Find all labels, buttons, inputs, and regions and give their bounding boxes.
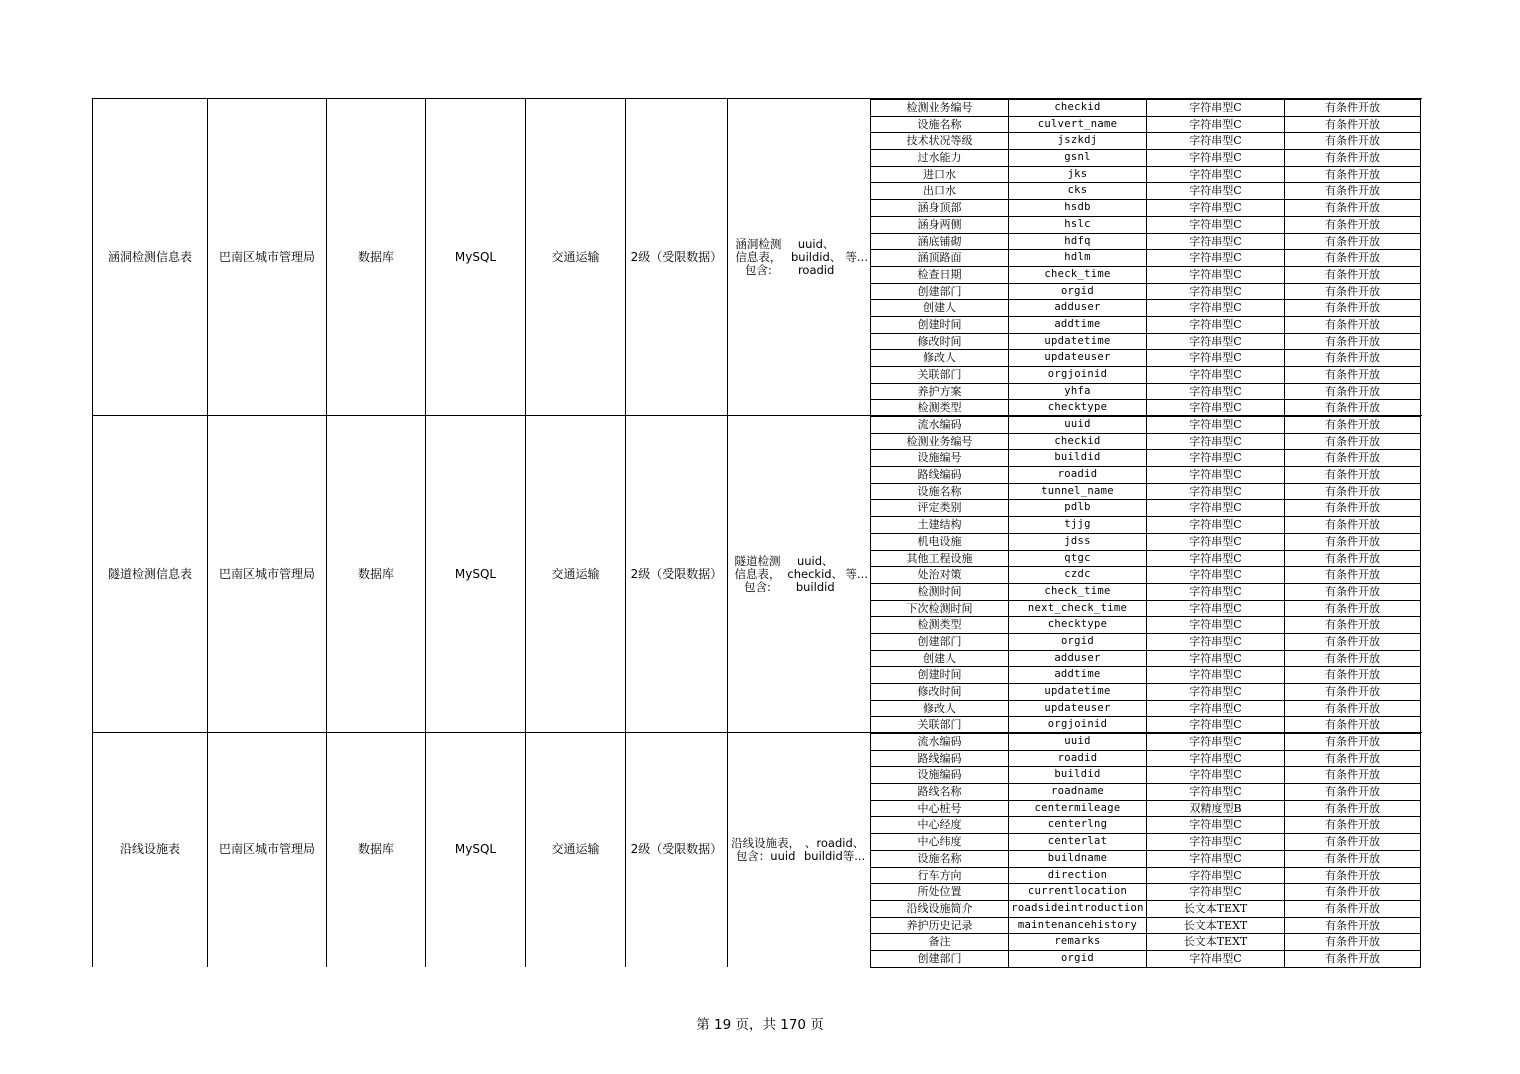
description-line: uuid、buildid、roadid [790,236,842,278]
description-line: 隧道检测信息表，包含: [734,553,781,595]
field-open-type: 有条件开放 [1284,132,1421,149]
field-row [870,233,1421,250]
field-open-type: 有条件开放 [1284,650,1421,667]
field-chinese-name: 技术状况等级 [870,132,1008,149]
field-row [870,933,1421,950]
field-data-type: 字符串型C [1146,733,1284,750]
field-open-type: 有条件开放 [1284,917,1421,934]
field-row [870,600,1421,617]
field-english-name: adduser [1008,650,1146,667]
field-row [870,466,1421,483]
field-english-name: uuid [1008,416,1146,433]
field-english-name: jszkdj [1008,132,1146,149]
field-english-name: czdc [1008,566,1146,583]
description-line: 、roadid、buildid等... [803,835,866,863]
field-open-type: 有条件开放 [1284,383,1421,400]
field-open-type: 有条件开放 [1284,316,1421,333]
field-chinese-name: 养护方案 [870,383,1008,400]
field-english-name: tunnel_name [1008,483,1146,500]
field-data-type: 字符串型C [1146,850,1284,867]
field-english-name: updatetime [1008,683,1146,700]
field-open-type: 有条件开放 [1284,933,1421,950]
field-open-type: 有条件开放 [1284,550,1421,567]
field-row [870,616,1421,633]
field-english-name: orgid [1008,283,1146,300]
field-chinese-name: 流水编码 [870,733,1008,750]
industry-cell: 交通运输 [525,99,625,416]
database-cell: MySQL [425,99,525,416]
field-chinese-name: 创建时间 [870,666,1008,683]
field-data-type: 字符串型C [1146,950,1284,967]
field-chinese-name: 创建人 [870,650,1008,667]
field-data-type: 双精度型B [1146,800,1284,817]
field-row [870,433,1421,450]
field-english-name: check_time [1008,583,1146,600]
field-data-type: 字符串型C [1146,583,1284,600]
field-chinese-name: 修改人 [870,349,1008,366]
field-open-type: 有条件开放 [1284,182,1421,199]
field-open-type: 有条件开放 [1284,499,1421,516]
field-open-type: 有条件开放 [1284,533,1421,550]
description-cell [727,733,870,967]
field-english-name: checktype [1008,399,1146,416]
field-row [870,299,1421,316]
field-english-name: check_time [1008,266,1146,283]
field-english-name: centerlat [1008,833,1146,850]
field-row [870,750,1421,767]
field-data-type: 字符串型C [1146,516,1284,533]
field-open-type: 有条件开放 [1284,216,1421,233]
field-open-type: 有条件开放 [1284,766,1421,783]
field-open-type: 有条件开放 [1284,633,1421,650]
field-open-type: 有条件开放 [1284,816,1421,833]
field-open-type: 有条件开放 [1284,433,1421,450]
field-data-type: 字符串型C [1146,833,1284,850]
field-row [870,199,1421,216]
field-row [870,867,1421,884]
field-english-name: remarks [1008,933,1146,950]
table-name-cell: 沿线设施表 [92,733,207,967]
field-row [870,716,1421,733]
field-data-type: 字符串型C [1146,867,1284,884]
field-open-type: 有条件开放 [1284,99,1421,116]
storage-type-cell: 数据库 [326,733,425,967]
field-data-type: 字符串型C [1146,283,1284,300]
field-row [870,149,1421,166]
field-chinese-name: 涵身两侧 [870,216,1008,233]
field-data-type: 长文本TEXT [1146,917,1284,934]
field-data-type: 字符串型C [1146,566,1284,583]
database-cell: MySQL [425,733,525,967]
field-open-type: 有条件开放 [1284,233,1421,250]
department-cell: 巴南区城市管理局 [207,99,326,416]
field-list [870,733,1421,968]
field-chinese-name: 出口水 [870,182,1008,199]
field-data-type: 字符串型C [1146,333,1284,350]
field-english-name: qtgc [1008,550,1146,567]
field-english-name: updateuser [1008,349,1146,366]
field-data-type: 字符串型C [1146,132,1284,149]
field-chinese-name: 检测业务编号 [870,99,1008,116]
field-data-type: 字符串型C [1146,666,1284,683]
field-chinese-name: 沿线设施简介 [870,900,1008,917]
field-english-name: tjjg [1008,516,1146,533]
field-chinese-name: 关联部门 [870,716,1008,733]
field-open-type: 有条件开放 [1284,116,1421,133]
field-english-name: orgjoinid [1008,716,1146,733]
field-row [870,99,1421,116]
field-chinese-name: 检测类型 [870,616,1008,633]
field-chinese-name: 设施名称 [870,850,1008,867]
field-chinese-name: 创建时间 [870,316,1008,333]
field-data-type: 字符串型C [1146,249,1284,266]
field-row [870,733,1421,750]
field-open-type: 有条件开放 [1284,716,1421,733]
field-open-type: 有条件开放 [1284,700,1421,717]
field-chinese-name: 行车方向 [870,867,1008,884]
field-data-type: 字符串型C [1146,116,1284,133]
field-row [870,516,1421,533]
field-open-type: 有条件开放 [1284,416,1421,433]
field-chinese-name: 路线编码 [870,466,1008,483]
field-open-type: 有条件开放 [1284,266,1421,283]
field-data-type: 字符串型C [1146,533,1284,550]
field-chinese-name: 备注 [870,933,1008,950]
field-list [870,99,1421,416]
field-english-name: next_check_time [1008,600,1146,617]
field-data-type: 字符串型C [1146,633,1284,650]
field-data-type: 字符串型C [1146,750,1284,767]
field-open-type: 有条件开放 [1284,483,1421,500]
field-row [870,650,1421,667]
security-level-cell: 2级（受限数据） [625,99,727,416]
field-english-name: checkid [1008,433,1146,450]
field-data-type: 字符串型C [1146,483,1284,500]
field-english-name: maintenancehistory [1008,917,1146,934]
field-data-type: 长文本TEXT [1146,900,1284,917]
field-data-type: 字符串型C [1146,550,1284,567]
field-english-name: hdfq [1008,233,1146,250]
field-chinese-name: 设施名称 [870,116,1008,133]
field-english-name: updateuser [1008,700,1146,717]
field-data-type: 字符串型C [1146,383,1284,400]
field-chinese-name: 路线名称 [870,783,1008,800]
field-chinese-name: 土建结构 [870,516,1008,533]
field-chinese-name: 修改人 [870,700,1008,717]
field-data-type: 字符串型C [1146,883,1284,900]
security-level-cell: 2级（受限数据） [625,733,727,967]
field-row [870,917,1421,934]
field-row [870,666,1421,683]
field-row [870,132,1421,149]
field-open-type: 有条件开放 [1284,800,1421,817]
field-open-type: 有条件开放 [1284,349,1421,366]
field-open-type: 有条件开放 [1284,833,1421,850]
field-english-name: addtime [1008,316,1146,333]
field-english-name: uuid [1008,733,1146,750]
field-row [870,583,1421,600]
field-open-type: 有条件开放 [1284,516,1421,533]
field-data-type: 字符串型C [1146,700,1284,717]
field-english-name: currentlocation [1008,883,1146,900]
industry-cell: 交通运输 [525,416,625,733]
field-open-type: 有条件开放 [1284,333,1421,350]
field-chinese-name: 检测业务编号 [870,433,1008,450]
field-open-type: 有条件开放 [1284,399,1421,416]
field-chinese-name: 设施名称 [870,483,1008,500]
field-chinese-name: 下次检测时间 [870,600,1008,617]
field-chinese-name: 检测类型 [870,399,1008,416]
field-row [870,249,1421,266]
field-open-type: 有条件开放 [1284,449,1421,466]
field-row [870,283,1421,300]
field-open-type: 有条件开放 [1284,733,1421,750]
field-english-name: gsnl [1008,149,1146,166]
field-data-type: 字符串型C [1146,716,1284,733]
page-footer: 第 19 页，共 170 页 [696,1017,824,1033]
field-chinese-name: 修改时间 [870,333,1008,350]
field-english-name: direction [1008,867,1146,884]
field-data-type: 字符串型C [1146,499,1284,516]
field-chinese-name: 其他工程设施 [870,550,1008,567]
field-data-type: 字符串型C [1146,416,1284,433]
department-cell: 巴南区城市管理局 [207,416,326,733]
storage-type-cell: 数据库 [326,99,425,416]
field-row [870,116,1421,133]
field-open-type: 有条件开放 [1284,750,1421,767]
field-chinese-name: 涵顶路面 [870,249,1008,266]
field-english-name: hsdb [1008,199,1146,216]
field-open-type: 有条件开放 [1284,149,1421,166]
field-row [870,700,1421,717]
field-chinese-name: 创建部门 [870,950,1008,967]
field-row [870,383,1421,400]
field-chinese-name: 涵底铺砌 [870,233,1008,250]
field-english-name: buildid [1008,449,1146,466]
field-data-type: 字符串型C [1146,199,1284,216]
field-chinese-name: 检测时间 [870,583,1008,600]
field-chinese-name: 中心桩号 [870,800,1008,817]
field-row [870,850,1421,867]
field-row [870,333,1421,350]
field-english-name: roadid [1008,466,1146,483]
field-row [870,816,1421,833]
field-row [870,800,1421,817]
table-block [92,98,1422,416]
field-data-type: 字符串型C [1146,683,1284,700]
field-row [870,483,1421,500]
field-row [870,266,1421,283]
field-english-name: yhfa [1008,383,1146,400]
field-data-type: 字符串型C [1146,366,1284,383]
field-data-type: 字符串型C [1146,233,1284,250]
field-english-name: centerlng [1008,816,1146,833]
industry-cell: 交通运输 [525,733,625,967]
field-row [870,216,1421,233]
field-chinese-name: 设施编码 [870,766,1008,783]
field-row [870,683,1421,700]
field-open-type: 有条件开放 [1284,666,1421,683]
field-open-type: 有条件开放 [1284,883,1421,900]
field-row [870,449,1421,466]
field-data-type: 字符串型C [1146,449,1284,466]
security-level-cell: 2级（受限数据） [625,416,727,733]
field-data-type: 字符串型C [1146,299,1284,316]
field-row [870,950,1421,968]
field-open-type: 有条件开放 [1284,299,1421,316]
field-open-type: 有条件开放 [1284,600,1421,617]
field-row [870,566,1421,583]
field-data-type: 字符串型C [1146,166,1284,183]
field-row [870,499,1421,516]
field-open-type: 有条件开放 [1284,366,1421,383]
field-data-type: 字符串型C [1146,182,1284,199]
field-chinese-name: 中心纬度 [870,833,1008,850]
field-row [870,366,1421,383]
field-chinese-name: 创建部门 [870,283,1008,300]
field-english-name: pdlb [1008,499,1146,516]
field-row [870,182,1421,199]
field-open-type: 有条件开放 [1284,950,1421,967]
field-english-name: orgjoinid [1008,366,1146,383]
field-english-name: orgid [1008,950,1146,967]
field-open-type: 有条件开放 [1284,850,1421,867]
field-english-name: hslc [1008,216,1146,233]
field-english-name: jdss [1008,533,1146,550]
field-row [870,550,1421,567]
description-line: 沿线设施表，包含：uuid [731,835,801,863]
field-english-name: buildid [1008,766,1146,783]
database-cell: MySQL [425,416,525,733]
description-cell [727,416,870,733]
field-list [870,416,1421,733]
field-open-type: 有条件开放 [1284,199,1421,216]
field-chinese-name: 中心经度 [870,816,1008,833]
field-english-name: adduser [1008,299,1146,316]
field-english-name: updatetime [1008,333,1146,350]
field-data-type: 字符串型C [1146,349,1284,366]
field-row [870,900,1421,917]
field-english-name: checkid [1008,99,1146,116]
field-open-type: 有条件开放 [1284,583,1421,600]
field-english-name: roadid [1008,750,1146,767]
field-english-name: addtime [1008,666,1146,683]
field-open-type: 有条件开放 [1284,867,1421,884]
field-row [870,633,1421,650]
field-data-type: 字符串型C [1146,783,1284,800]
field-open-type: 有条件开放 [1284,166,1421,183]
field-data-type: 字符串型C [1146,766,1284,783]
field-data-type: 字符串型C [1146,616,1284,633]
field-chinese-name: 养护历史记录 [870,917,1008,934]
field-chinese-name: 进口水 [870,166,1008,183]
field-data-type: 字符串型C [1146,216,1284,233]
field-data-type: 字符串型C [1146,266,1284,283]
field-chinese-name: 处治对策 [870,566,1008,583]
field-open-type: 有条件开放 [1284,783,1421,800]
description-line: 等... [845,567,868,582]
field-open-type: 有条件开放 [1284,683,1421,700]
field-chinese-name: 过水能力 [870,149,1008,166]
department-cell: 巴南区城市管理局 [207,733,326,967]
field-chinese-name: 创建部门 [870,633,1008,650]
field-data-type: 字符串型C [1146,466,1284,483]
field-row [870,833,1421,850]
field-chinese-name: 所处位置 [870,883,1008,900]
field-open-type: 有条件开放 [1284,900,1421,917]
field-open-type: 有条件开放 [1284,466,1421,483]
field-english-name: roadsideintroduction [1008,900,1146,917]
field-data-type: 字符串型C [1146,149,1284,166]
field-chinese-name: 检查日期 [870,266,1008,283]
field-row [870,766,1421,783]
field-row [870,316,1421,333]
field-data-type: 字符串型C [1146,816,1284,833]
field-row [870,533,1421,550]
field-open-type: 有条件开放 [1284,616,1421,633]
table-block [92,415,1422,733]
field-english-name: jks [1008,166,1146,183]
description-cell [727,99,870,416]
table-block [92,732,1422,967]
field-row [870,166,1421,183]
field-english-name: cks [1008,182,1146,199]
field-chinese-name: 机电设施 [870,533,1008,550]
field-english-name: checktype [1008,616,1146,633]
description-line: 涵洞检测信息表，包含: [735,236,782,278]
field-row [870,883,1421,900]
storage-type-cell: 数据库 [326,416,425,733]
field-row [870,349,1421,366]
field-chinese-name: 涵身顶部 [870,199,1008,216]
field-data-type: 字符串型C [1146,433,1284,450]
field-data-type: 字符串型C [1146,650,1284,667]
field-open-type: 有条件开放 [1284,249,1421,266]
field-english-name: roadname [1008,783,1146,800]
field-data-type: 字符串型C [1146,399,1284,416]
field-chinese-name: 修改时间 [870,683,1008,700]
field-data-type: 字符串型C [1146,316,1284,333]
field-english-name: centermileage [1008,800,1146,817]
field-row [870,416,1421,433]
field-data-type: 字符串型C [1146,600,1284,617]
field-chinese-name: 评定类别 [870,499,1008,516]
table-name-cell: 隧道检测信息表 [92,416,207,733]
table-name-cell: 涵洞检测信息表 [92,99,207,416]
field-chinese-name: 流水编码 [870,416,1008,433]
field-data-type: 长文本TEXT [1146,933,1284,950]
field-data-type: 字符串型C [1146,99,1284,116]
field-chinese-name: 关联部门 [870,366,1008,383]
field-english-name: buildname [1008,850,1146,867]
field-chinese-name: 创建人 [870,299,1008,316]
field-chinese-name: 设施编号 [870,449,1008,466]
field-open-type: 有条件开放 [1284,566,1421,583]
field-english-name: orgid [1008,633,1146,650]
field-english-name: hdlm [1008,249,1146,266]
description-line: 等... [845,250,868,265]
field-chinese-name: 路线编码 [870,750,1008,767]
field-open-type: 有条件开放 [1284,283,1421,300]
description-line: uuid、checkid、buildid [787,553,844,595]
field-row [870,399,1421,416]
field-row [870,783,1421,800]
field-english-name: culvert_name [1008,116,1146,133]
